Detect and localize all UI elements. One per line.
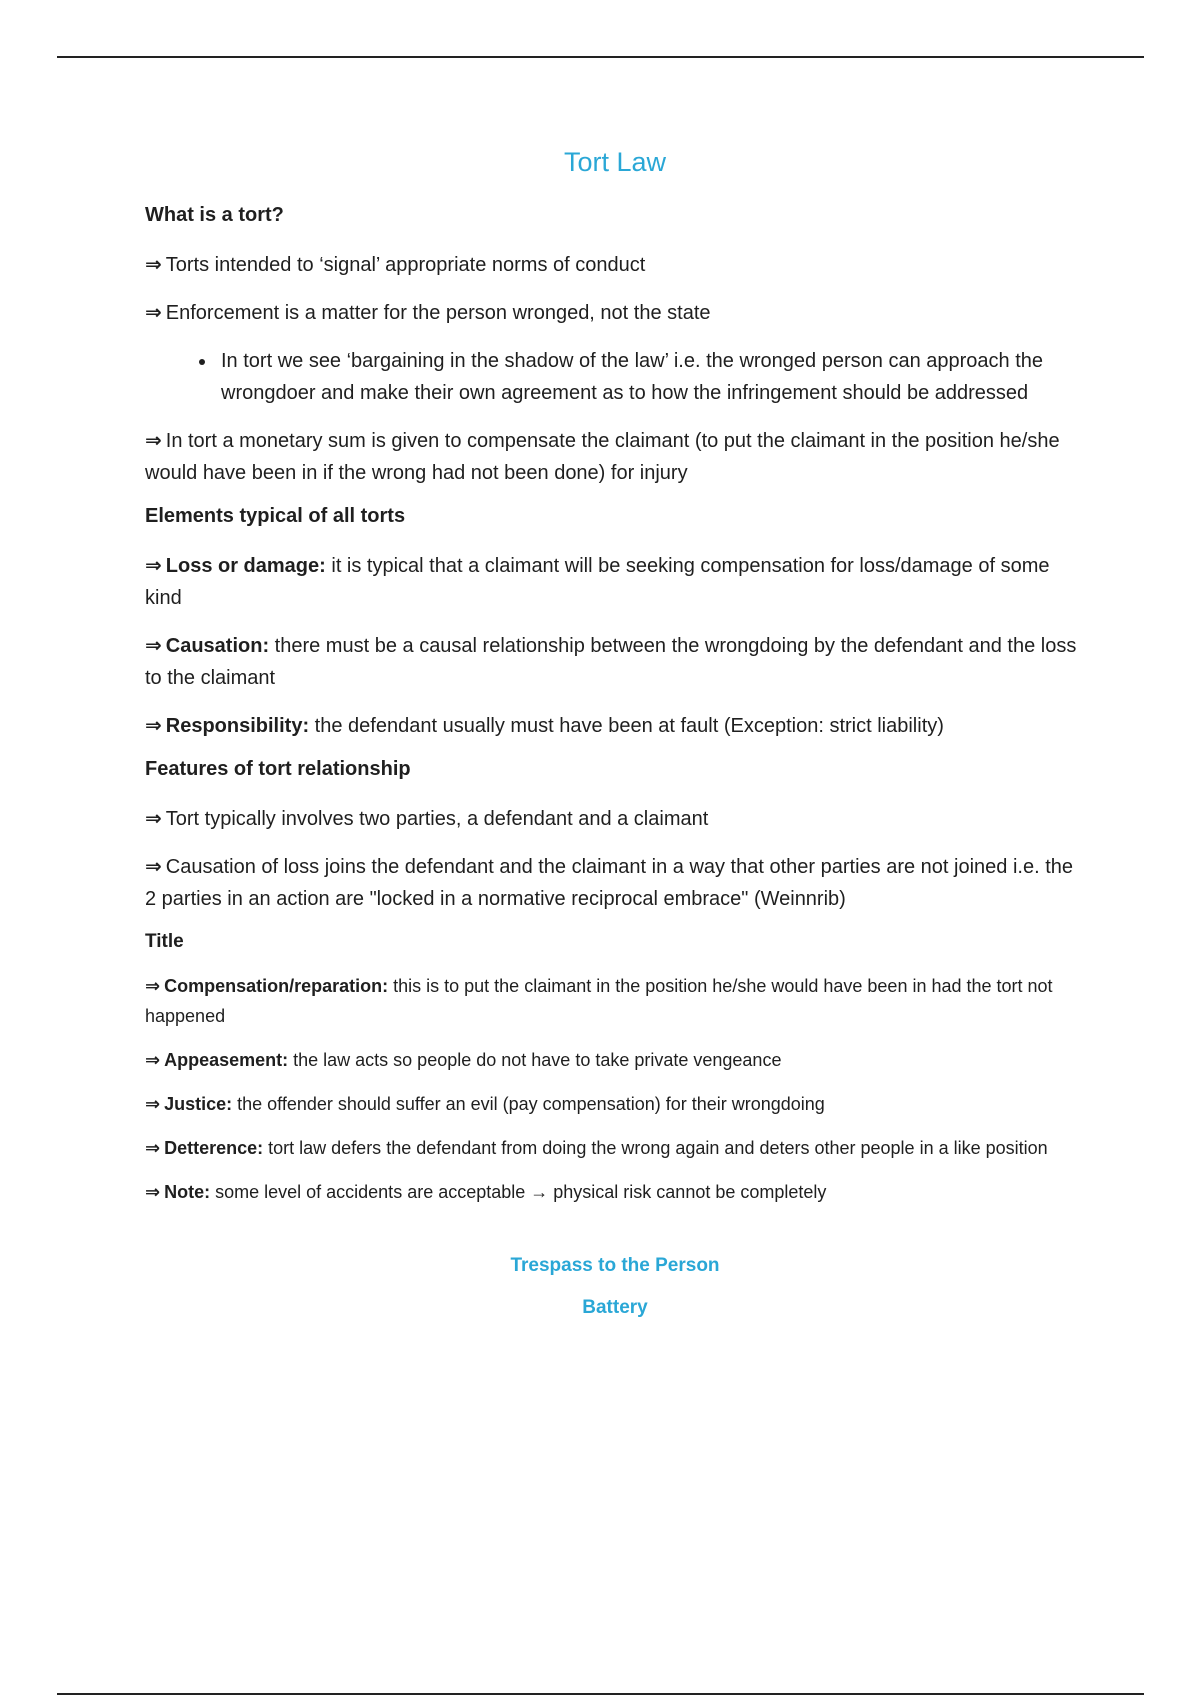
aim-term: Appeasement: [164, 1050, 289, 1070]
aim-item [145, 1133, 1085, 1163]
paragraph-text: Enforcement is a matter for the person wronged, not the state [165, 302, 711, 324]
arrow-icon: ⇒ [145, 976, 161, 996]
arrow-icon: ⇒ [145, 635, 162, 657]
aim-item [145, 1177, 1085, 1207]
paragraph [145, 425, 1085, 489]
paragraph-text: Tort typically involves two parties, a defendant and a claimant [165, 808, 709, 830]
aim-text: tort law defers the defendant from doing the wrong again and deters other people in a like position [263, 1138, 1048, 1158]
arrow-icon: ⇒ [145, 1094, 161, 1114]
paragraph [145, 249, 1085, 281]
arrow-icon: ⇒ [145, 1138, 161, 1158]
aim-item [145, 1045, 1085, 1075]
element-text: the defendant usually must have been at fault (Exception: strict liability) [309, 715, 944, 737]
element-text: it is typical that a claimant will be seeking compensation for loss/damage of some kind [145, 555, 1050, 609]
paragraph [145, 297, 1085, 329]
arrow-icon: ⇒ [145, 715, 162, 737]
subheading-battery: Battery [582, 1297, 648, 1318]
aim-text: the law acts so people do not have to take private vengeance [288, 1050, 782, 1070]
paragraph-text: Torts intended to ‘signal’ appropriate norms of conduct [165, 254, 646, 276]
arrow-icon: ⇒ [145, 1050, 161, 1070]
heading-title: Title [145, 931, 184, 952]
aim-term: Note: [164, 1182, 211, 1202]
aim-term: Compensation/reparation: [164, 976, 389, 996]
aim-term: Justice: [164, 1094, 233, 1114]
aim-item [145, 1089, 1085, 1119]
element-term: Loss or damage: [165, 555, 326, 577]
arrow-icon: ⇒ [145, 254, 162, 276]
aim-text: this is to put the claimant in the position he/she would have been in had the tort not happened [145, 976, 1053, 1026]
arrow-icon: ⇒ [145, 430, 162, 452]
paragraph-text: In tort a monetary sum is given to compensate the claimant (to put the claimant in the position he/she would have been in if the wrong had not been done) for injury [145, 430, 1060, 484]
heading-features: Features of tort relationship [145, 758, 411, 780]
aim-term: Detterence: [164, 1138, 264, 1158]
aim-item [145, 971, 1085, 1031]
top-rule [57, 56, 1144, 58]
bottom-rule [57, 1693, 1144, 1695]
arrow-icon: ⇒ [145, 1182, 161, 1202]
element-item [145, 630, 1085, 694]
element-term: Causation: [165, 635, 270, 657]
paragraph [145, 851, 1085, 915]
heading-what-is-a-tort: What is a tort? [145, 204, 284, 226]
bullet-list [145, 345, 1085, 409]
arrow-icon: ⇒ [145, 555, 162, 577]
element-text: there must be a causal relationship between the wrongdoing by the defendant and the loss to the claimant [145, 635, 1077, 689]
aim-text: some level of accidents are acceptable → physical risk cannot be completely [210, 1182, 827, 1202]
arrow-icon: ⇒ [145, 856, 162, 878]
element-item [145, 710, 1085, 742]
aim-text: the offender should suffer an evil (pay compensation) for their wrongdoing [232, 1094, 825, 1114]
document-body [145, 145, 1085, 1319]
arrow-icon: ⇒ [145, 808, 162, 830]
paragraph-text: Causation of loss joins the defendant and the claimant in a way that other parties are not joined i.e. the 2 parties in an action are "locked in a normative reciprocal embrace" (Weinnrib) [145, 856, 1074, 910]
element-item [145, 550, 1085, 614]
heading-elements: Elements typical of all torts [145, 505, 406, 527]
page-title: Tort Law [563, 147, 667, 177]
arrow-icon: ⇒ [145, 302, 162, 324]
subheading-trespass: Trespass to the Person [510, 1255, 720, 1276]
element-term: Responsibility: [165, 715, 310, 737]
bullet-item: • In tort we see ‘bargaining in the shadow of the law’ i.e. the wronged person can approach the wrongdoer and make their own agreement as to how the infringement should be addressed [217, 345, 1085, 409]
paragraph [145, 803, 1085, 835]
